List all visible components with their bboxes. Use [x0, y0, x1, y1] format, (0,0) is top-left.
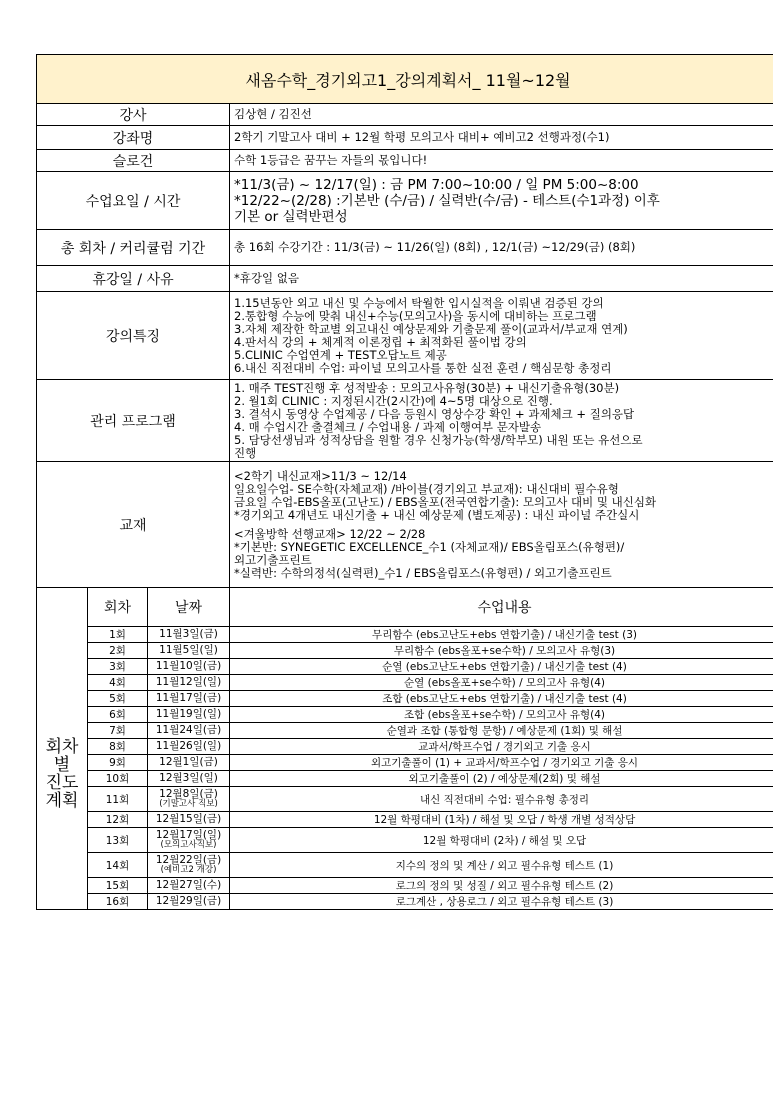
schedule-row — [37, 675, 773, 691]
schedule-side-label — [37, 588, 88, 910]
lecture-plan-document — [36, 54, 773, 910]
schedule-content: 교과서/학프수업 / 경기외고 기출 응시 — [230, 739, 773, 755]
info-line: 금요일 수업-EBS올포(고난도) / EBS올포(전국연합기출): 모의고사 대비 및 내신심화 — [234, 494, 657, 509]
schedule-round: 4회 — [88, 675, 148, 691]
schedule-round: 9회 — [88, 755, 148, 771]
info-label: 총 회차 / 커리큘럼 기간 — [37, 230, 230, 266]
schedule-round: 12회 — [88, 812, 148, 828]
schedule-date — [148, 853, 230, 878]
side-label-part: 회차 — [45, 737, 79, 757]
schedule-date — [148, 755, 230, 771]
info-row — [37, 462, 773, 588]
schedule-row — [37, 828, 773, 853]
schedule-row — [37, 627, 773, 643]
info-row — [37, 172, 773, 230]
schedule-round: 10회 — [88, 771, 148, 787]
schedule-round: 13회 — [88, 828, 148, 853]
info-value — [230, 126, 773, 150]
schedule-date — [148, 828, 230, 853]
schedule-date-text: 11월3일(금) — [159, 628, 218, 640]
info-line: 김상현 / 김진선 — [234, 107, 312, 121]
schedule-row — [37, 894, 773, 910]
header-round: 회차 — [88, 588, 148, 627]
info-line: *휴강일 없음 — [234, 271, 299, 285]
info-line: *기본반: SYNEGETIC EXCELLENCE_수1 (자체교재)/ EBS올림포스(유형편)/ — [234, 539, 625, 554]
info-line: 3. 결석시 동영상 수업제공 / 다음 등원시 영상수강 확인 + 과제체크 + 질의응답 — [234, 406, 635, 421]
info-line: *12/22~(2/28) :기본반 (수/금) / 실력반(수/금) - 테스트(수1과정) 이후 — [234, 192, 660, 209]
schedule-content: 순열 (ebs고난도+ebs 연합기출) / 내신기출 test (4) — [230, 659, 773, 675]
info-row — [37, 126, 773, 150]
document-title: 새옴수학_경기외고1_강의계획서_ 11월~12월 — [37, 55, 773, 104]
schedule-row — [37, 739, 773, 755]
schedule-row — [37, 878, 773, 894]
info-row — [37, 292, 773, 380]
schedule-row — [37, 755, 773, 771]
info-line: 3.자체 제작한 학교별 외고내신 예상문제와 기출문제 풀이(교과서/부교재 연계) — [234, 321, 628, 336]
info-line: 1.15년동안 외고 내신 및 수능에서 탁월한 입시실적을 이뤄낸 검증된 강의 — [234, 295, 604, 310]
info-value — [230, 230, 773, 266]
info-line: 총 16회 수강기간 : 11/3(금) ~ 11/26(일) (8회) , 12/1(금) ~12/29(금) (8회) — [234, 240, 636, 254]
info-line: 외고기출프린트 — [234, 552, 312, 567]
schedule-date-text: 12월27일(수) — [155, 879, 222, 891]
info-line: *실력반: 수학의정석(실력편)_수1 / EBS올림포스(유형편) / 외고기출프린트 — [234, 565, 612, 580]
schedule-round: 5회 — [88, 691, 148, 707]
info-line: 2.통합형 수능에 맞춰 내신+수능(모의고사)을 동시에 대비하는 프로그램 — [234, 308, 597, 323]
schedule-date-text: 11월17일(금) — [155, 692, 222, 704]
schedule-date — [148, 771, 230, 787]
info-label: 휴강일 / 사유 — [37, 266, 230, 292]
schedule-date — [148, 643, 230, 659]
schedule-row — [37, 691, 773, 707]
schedule-row — [37, 643, 773, 659]
title-row — [37, 55, 773, 104]
schedule-round: 16회 — [88, 894, 148, 910]
schedule-date — [148, 739, 230, 755]
info-row — [37, 380, 773, 462]
schedule-row — [37, 812, 773, 828]
schedule-row — [37, 771, 773, 787]
info-value — [230, 266, 773, 292]
info-line: 5.CLINIC 수업연계 + TEST오답노트 제공 — [234, 347, 447, 362]
schedule-date-text: 11월5일(일) — [159, 644, 218, 656]
info-line: 1. 매주 TEST진행 후 성적발송 : 모의고사유형(30분) + 내신기출유형(30분) — [234, 380, 620, 395]
schedule-date-text: 12월22일(금) — [155, 854, 222, 866]
schedule-content: 무리함수 (ebs올포+se수학) / 모의고사 유형(3) — [230, 643, 773, 659]
schedule-round: 2회 — [88, 643, 148, 659]
info-value — [230, 104, 773, 126]
schedule-content: 순열과 조합 (통합형 문항) / 예상문제 (1회) 및 해설 — [230, 723, 773, 739]
info-line: 기본 or 실력반편성 — [234, 208, 348, 225]
schedule-date-text: 12월1일(금) — [159, 756, 218, 768]
schedule-date — [148, 675, 230, 691]
schedule-round: 6회 — [88, 707, 148, 723]
schedule-content: 로그의 정의 및 성질 / 외고 필수유형 테스트 (2) — [230, 878, 773, 894]
schedule-date — [148, 691, 230, 707]
schedule-content: 조합 (ebs고난도+ebs 연합기출) / 내신기출 test (4) — [230, 691, 773, 707]
schedule-content: 외고기출풀이 (1) + 교과서/학프수업 / 경기외고 기출 응시 — [230, 755, 773, 771]
info-line: 수학 1등급은 꿈꾸는 자들의 몫입니다! — [234, 153, 428, 167]
schedule-date — [148, 878, 230, 894]
schedule-date-text: 12월17일(일) — [155, 829, 222, 841]
schedule-date — [148, 707, 230, 723]
schedule-date-text: 11월26일(일) — [155, 740, 222, 752]
schedule-content: 외고기출풀이 (2) / 예상문제(2회) 및 해설 — [230, 771, 773, 787]
schedule-row — [37, 853, 773, 878]
info-line: 6.내신 직전대비 수업: 파이널 모의고사를 통한 실전 훈련 / 핵심문항 총정리 — [234, 360, 612, 375]
schedule-round: 14회 — [88, 853, 148, 878]
info-label: 강사 — [37, 104, 230, 126]
schedule-date-text: 11월12일(일) — [155, 676, 222, 688]
schedule-content: 지수의 정의 및 계산 / 외고 필수유형 테스트 (1) — [230, 853, 773, 878]
schedule-date-text: 11월10일(금) — [155, 660, 222, 672]
schedule-content: 로그계산 , 상용로그 / 외고 필수유형 테스트 (3) — [230, 894, 773, 910]
info-value — [230, 380, 773, 462]
info-line: *경기외고 4개년도 내신기출 + 내신 예상문제 (별도제공) : 내신 파이널 주간실시 — [234, 507, 640, 522]
schedule-date-note: (예비고2 개강) — [160, 865, 217, 875]
schedule-date-text: 11월19일(일) — [155, 708, 222, 720]
info-line: <2학기 내신교재>11/3 ~ 12/14 — [234, 468, 407, 483]
info-line: <겨울방학 선행교재> 12/22 ~ 2/28 — [234, 526, 426, 541]
info-label: 강의특징 — [37, 292, 230, 380]
schedule-content: 조합 (ebs올포+se수학) / 모의고사 유형(4) — [230, 707, 773, 723]
info-label: 슬로건 — [37, 150, 230, 172]
schedule-date — [148, 894, 230, 910]
schedule-content: 12월 학평대비 (2차) / 해설 및 오답 — [230, 828, 773, 853]
schedule-round: 11회 — [88, 787, 148, 812]
info-row — [37, 266, 773, 292]
schedule-round: 3회 — [88, 659, 148, 675]
schedule-date-note: (모의고사직보) — [160, 840, 217, 850]
info-row — [37, 104, 773, 126]
schedule-round: 7회 — [88, 723, 148, 739]
schedule-row — [37, 723, 773, 739]
info-row — [37, 150, 773, 172]
info-label: 강좌명 — [37, 126, 230, 150]
schedule-date-text: 11월24일(금) — [155, 724, 222, 736]
schedule-date — [148, 659, 230, 675]
schedule-row — [37, 707, 773, 723]
schedule-date — [148, 627, 230, 643]
info-label: 관리 프로그램 — [37, 380, 230, 462]
side-label-part: 진도 — [45, 773, 79, 793]
header-date: 날짜 — [148, 588, 230, 627]
info-value — [230, 150, 773, 172]
info-label: 수업요일 / 시간 — [37, 172, 230, 230]
info-value — [230, 292, 773, 380]
schedule-date-note: (기말고사 직보) — [159, 799, 218, 809]
side-label-part: 계획 — [45, 791, 79, 811]
schedule-content: 내신 직전대비 수업: 필수유형 총정리 — [230, 787, 773, 812]
info-line: 2. 월1회 CLINIC : 지정된시간(2시간)에 4~5명 대상으로 진행. — [234, 393, 553, 408]
info-value — [230, 462, 773, 588]
schedule-date-text: 12월29일(금) — [155, 895, 222, 907]
schedule-round: 15회 — [88, 878, 148, 894]
info-line: *11/3(금) ~ 12/17(일) : 금 PM 7:00~10:00 / 일 PM 5:00~8:00 — [234, 176, 639, 193]
schedule-round: 8회 — [88, 739, 148, 755]
info-line: 5. 담당선생님과 성적상담을 원할 경우 신청가능(학생/학부모) 내원 또는 유선으로 — [234, 432, 643, 447]
lecture-plan-table — [36, 54, 773, 910]
lecture-plan-body — [37, 55, 773, 910]
info-line: 4. 매 수업시간 출결체크 / 수업내용 / 과제 이행여부 문자발송 — [234, 419, 542, 434]
schedule-content: 무리함수 (ebs고난도+ebs 연합기출) / 내신기출 test (3) — [230, 627, 773, 643]
schedule-date — [148, 723, 230, 739]
header-content: 수업내용 — [230, 588, 773, 627]
schedule-content: 12월 학평대비 (1차) / 해설 및 오답 / 학생 개별 성적상담 — [230, 812, 773, 828]
info-line: 4.판서식 강의 + 체계적 이론정립 + 최적화된 풀이법 강의 — [234, 334, 527, 349]
schedule-date — [148, 812, 230, 828]
info-line: 2학기 기말고사 대비 + 12월 학평 모의고사 대비+ 예비고2 선행과정(수1) — [234, 130, 610, 144]
info-line: 일요일수업- SE수학(자체교재) /바이블(경기외고 부교재): 내신대비 필수유형 — [234, 481, 619, 496]
schedule-date-text: 12월15일(금) — [155, 813, 222, 825]
info-line: 진행 — [234, 445, 257, 460]
schedule-row — [37, 659, 773, 675]
schedule-date — [148, 787, 230, 812]
schedule-row — [37, 787, 773, 812]
schedule-content: 순열 (ebs올포+se수학) / 모의고사 유형(4) — [230, 675, 773, 691]
side-label-part: 별 — [53, 755, 71, 775]
info-label: 교재 — [37, 462, 230, 588]
info-value — [230, 172, 773, 230]
schedule-header-row — [37, 588, 773, 627]
schedule-round: 1회 — [88, 627, 148, 643]
schedule-date-text: 12월8일(금) — [159, 788, 218, 800]
info-row — [37, 230, 773, 266]
schedule-date-text: 12월3일(일) — [159, 772, 218, 784]
